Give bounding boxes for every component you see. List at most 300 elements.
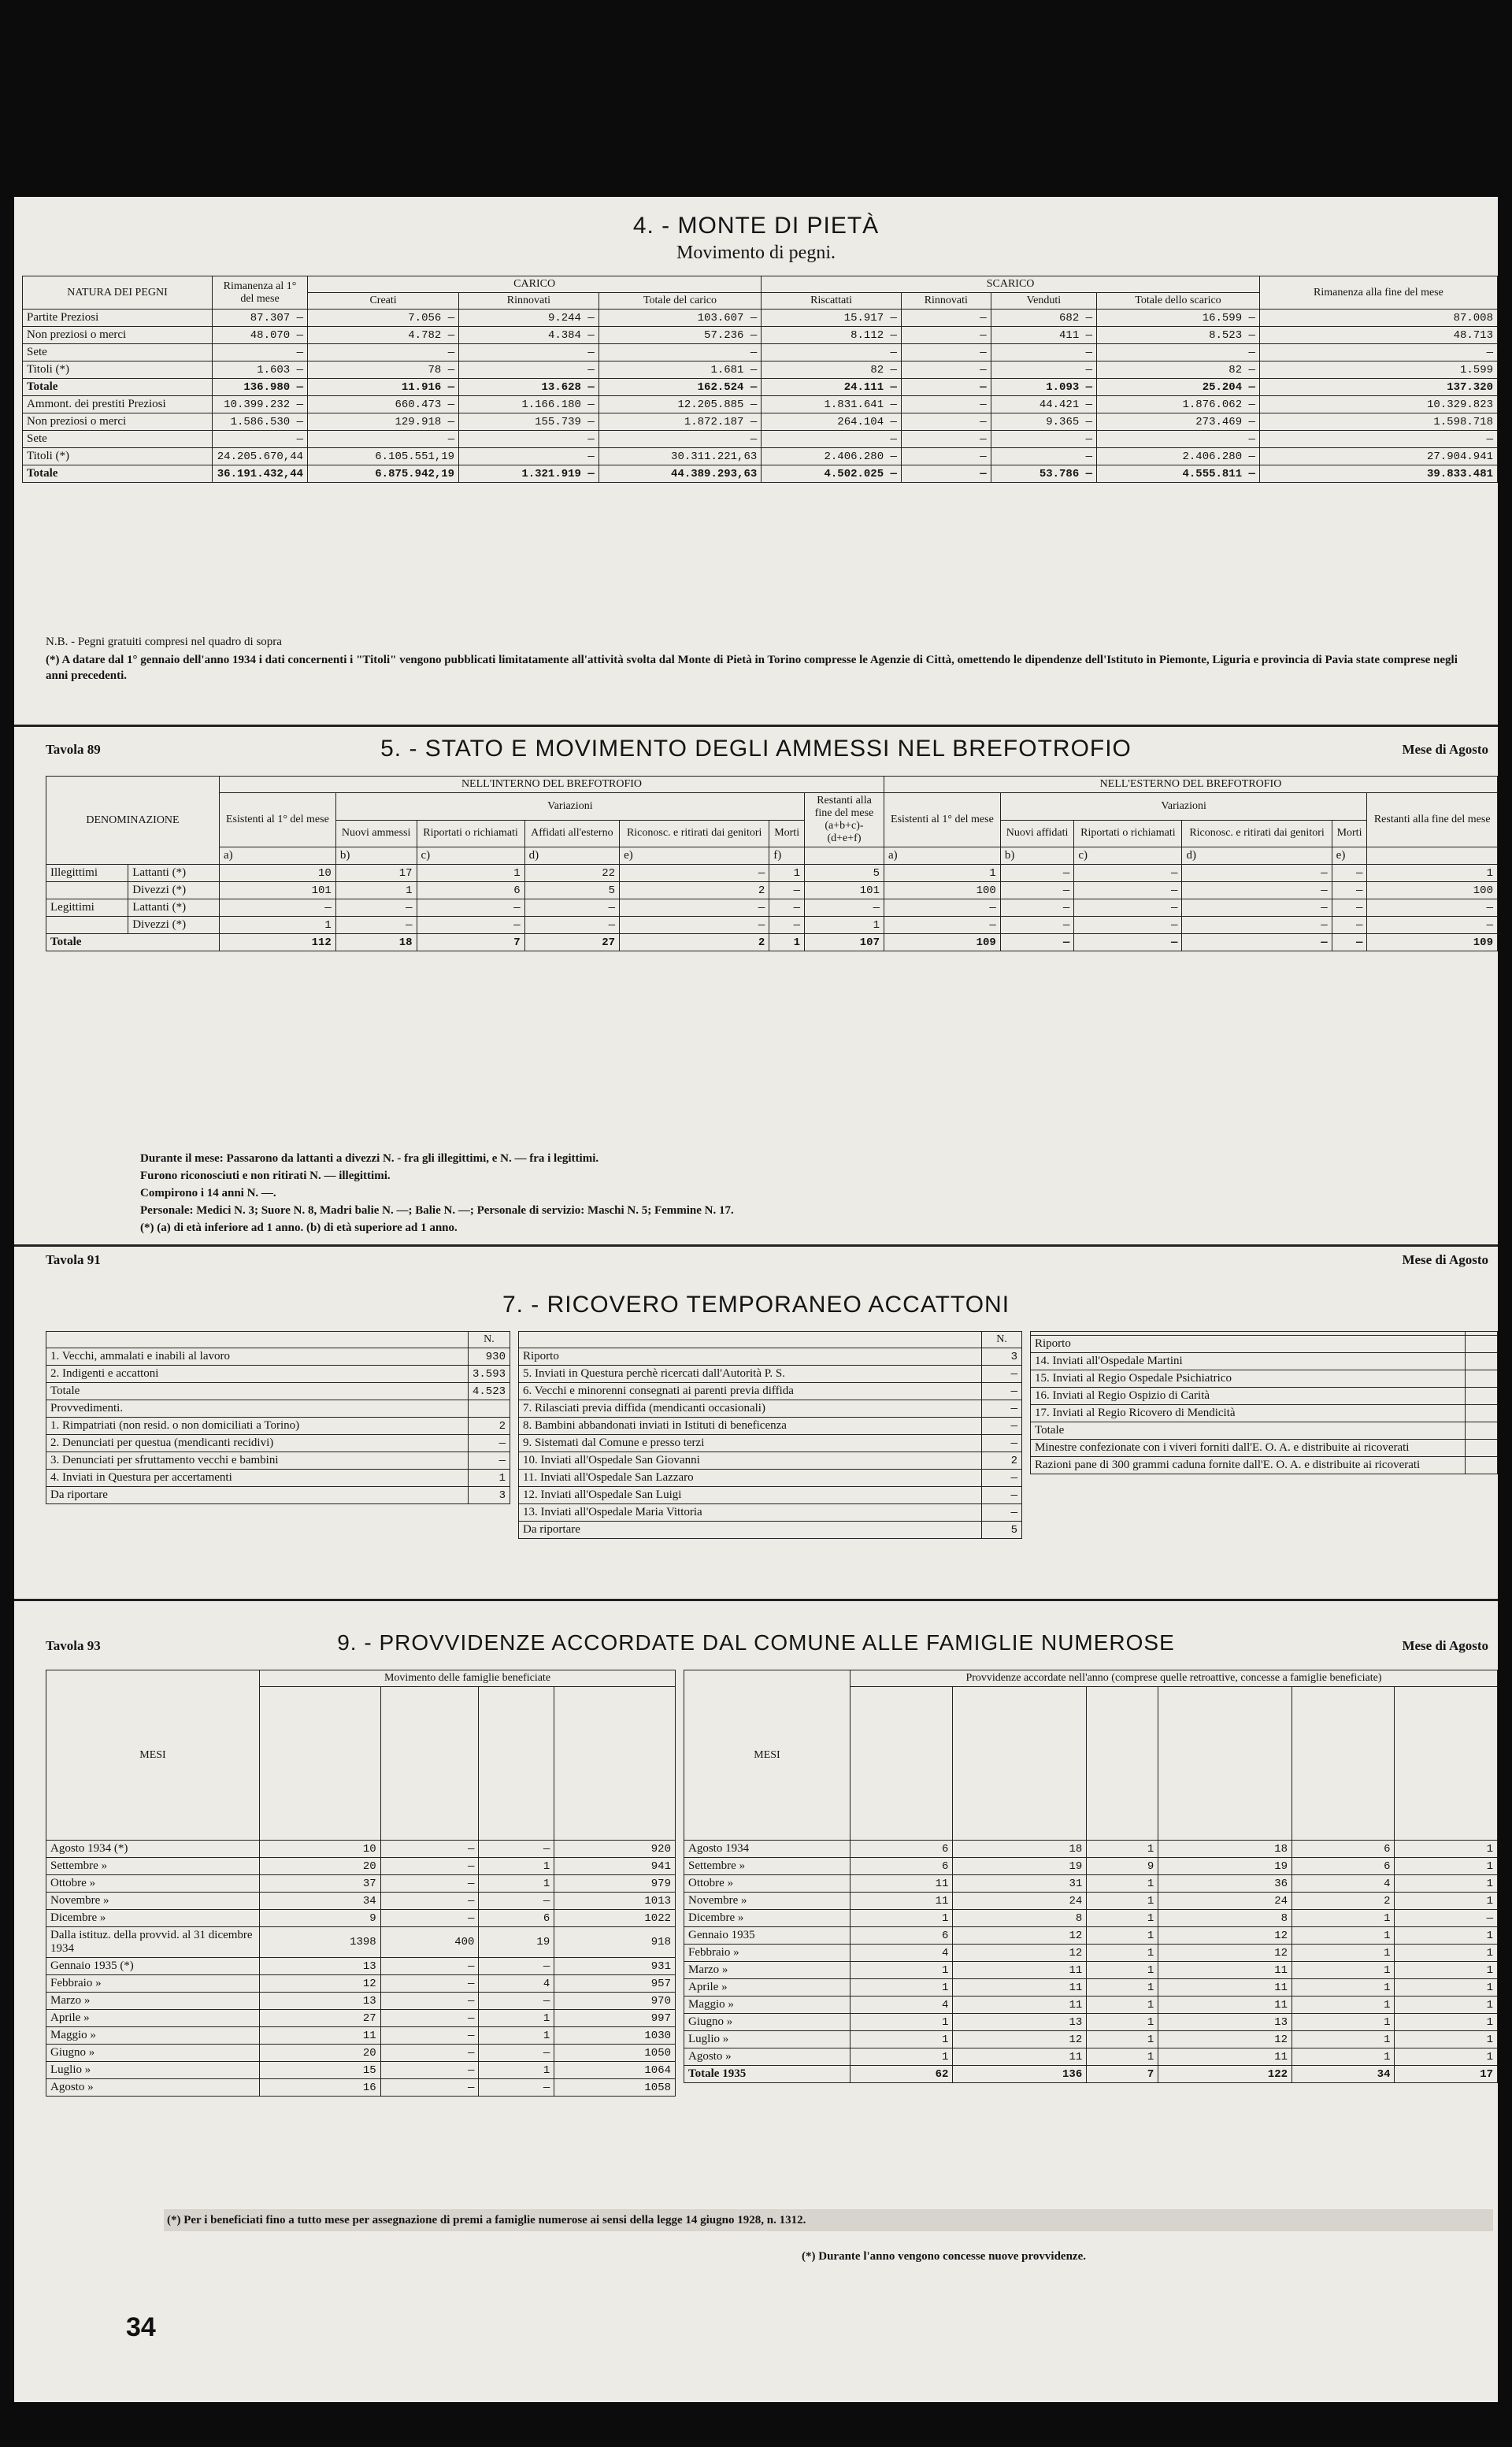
table-cell: — bbox=[380, 1841, 479, 1858]
table-cell: 31 bbox=[953, 1875, 1087, 1893]
col-provvidenze: Provvidenze accordate nell'anno (comprese quelle retroattive, concesse a famiglie beneficiate) bbox=[850, 1670, 1498, 1687]
table-cell: — bbox=[213, 344, 308, 361]
table-cell: 1 bbox=[479, 1858, 554, 1875]
table-cell: — bbox=[1332, 917, 1367, 934]
list-row bbox=[46, 1383, 510, 1400]
table-cell: — bbox=[884, 899, 1001, 917]
table-cell: Novembre » bbox=[684, 1893, 850, 1910]
total-row bbox=[23, 465, 1498, 483]
row-label: Totale bbox=[1031, 1422, 1466, 1440]
row-label: 13. Inviati all'Ospedale Maria Vittoria bbox=[519, 1504, 982, 1522]
total-cell: 13.628 — bbox=[459, 379, 599, 396]
table-cell: 1 bbox=[1395, 1997, 1498, 2014]
table-cell: 1 bbox=[1395, 1893, 1498, 1910]
table-cell: 273.469 — bbox=[1097, 413, 1260, 431]
row-value: 2 bbox=[982, 1452, 1022, 1470]
row-label: 14. Inviati all'Ospedale Martini bbox=[1031, 1353, 1466, 1370]
table-cell: 1 bbox=[1087, 1979, 1158, 1997]
table-cell: 12.205.885 — bbox=[598, 396, 762, 413]
table-cell: — bbox=[380, 1858, 479, 1875]
table-cell: — bbox=[459, 361, 599, 379]
table-cell: 1 bbox=[1292, 1945, 1395, 1962]
table-cell: 19 bbox=[953, 1858, 1087, 1875]
table-cell: — bbox=[901, 327, 991, 344]
table-cell: 4 bbox=[850, 1945, 953, 1962]
total-cell: 11.916 — bbox=[308, 379, 459, 396]
table-cell: 30.311.221,63 bbox=[598, 448, 762, 465]
accattoni-mid bbox=[518, 1331, 1022, 1539]
table-cell: 1 bbox=[1087, 1893, 1158, 1910]
total-cell: 18 bbox=[335, 934, 417, 951]
total-cell: 136 bbox=[953, 2066, 1087, 2083]
row-label: Sete bbox=[23, 344, 213, 361]
row-value bbox=[1466, 1422, 1498, 1440]
total-cell: Totale bbox=[23, 465, 213, 483]
table-cell: — bbox=[598, 344, 762, 361]
row-label: 12. Inviati all'Ospedale San Luigi bbox=[519, 1487, 982, 1504]
letter-cell bbox=[805, 847, 884, 865]
table-cell: — bbox=[620, 899, 769, 917]
total-cell: 27 bbox=[524, 934, 619, 951]
total-cell: 136.980 — bbox=[213, 379, 308, 396]
table-cell: 11 bbox=[1158, 1997, 1292, 2014]
table-cell: — bbox=[1074, 899, 1182, 917]
table-row bbox=[684, 2014, 1498, 2031]
row-value: 5 bbox=[982, 1522, 1022, 1539]
table-cell: — bbox=[380, 1975, 479, 1993]
table-cell: 5 bbox=[524, 882, 619, 899]
table-cell: 36 bbox=[1158, 1875, 1292, 1893]
row-label: 7. Rilasciati previa diffida (mendicanti occasionali) bbox=[519, 1400, 982, 1418]
table-cell: — bbox=[335, 917, 417, 934]
table-cell: 9 bbox=[1087, 1858, 1158, 1875]
table-row bbox=[46, 2079, 676, 2097]
table-cell: Legittimi bbox=[46, 899, 128, 917]
table-cell: 15.917 — bbox=[762, 310, 902, 327]
table-cell: 11 bbox=[953, 1997, 1087, 2014]
table-cell: 6.105.551,19 bbox=[308, 448, 459, 465]
table-cell: 11 bbox=[850, 1875, 953, 1893]
table-cell: 1 bbox=[1292, 1910, 1395, 1927]
table-cell: 8 bbox=[953, 1910, 1087, 1927]
table-cell: Febbraio » bbox=[684, 1945, 850, 1962]
table-cell: 1 bbox=[479, 2062, 554, 2079]
table-cell: Ottobre » bbox=[46, 1875, 260, 1893]
table-row bbox=[23, 310, 1498, 327]
accattoni-right bbox=[1030, 1331, 1498, 1474]
letters-row bbox=[46, 847, 1498, 865]
col-totale-carico: Totale del carico bbox=[598, 293, 762, 310]
table-row bbox=[46, 2062, 676, 2079]
row-value: 3 bbox=[982, 1348, 1022, 1366]
table-cell: 12 bbox=[953, 1945, 1087, 1962]
table-cell: 682 — bbox=[991, 310, 1096, 327]
table-cell: Agosto » bbox=[684, 2048, 850, 2066]
table-cell: — bbox=[213, 431, 308, 448]
total-cell: 122 bbox=[1158, 2066, 1292, 2083]
row-label: Titoli (*) bbox=[23, 361, 213, 379]
table-cell: 1 bbox=[1395, 2031, 1498, 2048]
table-cell: 2 bbox=[1292, 1893, 1395, 1910]
row-value bbox=[1466, 1405, 1498, 1422]
table-row bbox=[23, 396, 1498, 413]
table-cell: Dicembre » bbox=[684, 1910, 850, 1927]
col-rimanenza-fine: Rimanenza alla fine del mese bbox=[1259, 276, 1497, 310]
table-cell: 979 bbox=[554, 1875, 676, 1893]
table-cell: — bbox=[1097, 431, 1260, 448]
table-cell: 1 bbox=[1087, 1875, 1158, 1893]
sec4-title: 4. - MONTE DI PIETÀ bbox=[632, 213, 880, 239]
total-cell: 112 bbox=[219, 934, 335, 951]
table-row bbox=[684, 2031, 1498, 2048]
table-cell: Divezzi (*) bbox=[128, 917, 220, 934]
table-cell: 12 bbox=[953, 1927, 1087, 1945]
table-cell: — bbox=[380, 1958, 479, 1975]
col-denominazione: DENOMINAZIONE bbox=[46, 777, 220, 865]
table-cell: 9.244 — bbox=[459, 310, 599, 327]
table-cell: 411 — bbox=[991, 327, 1096, 344]
table-cell: 17 bbox=[335, 865, 417, 882]
table-cell: 1058 bbox=[554, 2079, 676, 2097]
sec5-mese: Mese di Agosto bbox=[1402, 742, 1488, 757]
table-cell: 87.008 bbox=[1259, 310, 1497, 327]
total-cell: 2 bbox=[620, 934, 769, 951]
total-cell: 137.320 bbox=[1259, 379, 1497, 396]
table-cell: 82 — bbox=[762, 361, 902, 379]
list-row bbox=[519, 1522, 1022, 1539]
row-value: — bbox=[982, 1418, 1022, 1435]
table-cell: 101 bbox=[219, 882, 335, 899]
sec5-notes bbox=[140, 1150, 1479, 1236]
table-row bbox=[46, 917, 1498, 934]
col-restanti-est: Restanti alla fine del mese bbox=[1367, 793, 1498, 847]
table-cell: 87.307 — bbox=[213, 310, 308, 327]
table-cell: 11 bbox=[1158, 1979, 1292, 1997]
table-cell: Ottobre » bbox=[684, 1875, 850, 1893]
table-cell: — bbox=[1182, 899, 1332, 917]
table-row bbox=[46, 882, 1498, 899]
table-cell: 957 bbox=[554, 1975, 676, 1993]
table-cell: — bbox=[991, 431, 1096, 448]
total-row bbox=[684, 2066, 1498, 2083]
total-cell: 4.555.811 — bbox=[1097, 465, 1260, 483]
table-cell: 22 bbox=[524, 865, 619, 882]
table-cell: 1 bbox=[1395, 1875, 1498, 1893]
table-cell: Maggio » bbox=[684, 1997, 850, 2014]
table-cell: 12 bbox=[953, 2031, 1087, 2048]
list-row bbox=[519, 1348, 1022, 1366]
table-cell: — bbox=[1182, 882, 1332, 899]
table-cell: — bbox=[524, 899, 619, 917]
table-cell: 78 — bbox=[308, 361, 459, 379]
table-row bbox=[684, 1945, 1498, 1962]
list-row bbox=[46, 1400, 510, 1418]
total-cell: 44.389.293,63 bbox=[598, 465, 762, 483]
total-cell: 109 bbox=[1367, 934, 1498, 951]
col-rimanenza-inizio: Rimanenza al 1° del mese bbox=[213, 276, 308, 310]
table-cell: Lattanti (*) bbox=[128, 865, 220, 882]
note-line: Durante il mese: Passarono da lattanti a divezzi N. - fra gli illegittimi, e N. — fra i legittimi. bbox=[140, 1152, 599, 1165]
sec5-body bbox=[46, 865, 1498, 951]
table-row bbox=[46, 1927, 676, 1958]
table-cell: — bbox=[1097, 344, 1260, 361]
table-cell: 10 bbox=[219, 865, 335, 882]
table-cell: — bbox=[335, 899, 417, 917]
row-value: 2 bbox=[468, 1418, 510, 1435]
table-cell: 13 bbox=[1158, 2014, 1292, 2031]
table-cell: 1.831.641 — bbox=[762, 396, 902, 413]
table-cell: Dicembre » bbox=[46, 1910, 260, 1927]
table-cell: — bbox=[1182, 865, 1332, 882]
table-cell: Settembre » bbox=[684, 1858, 850, 1875]
table-cell: 6 bbox=[850, 1841, 953, 1858]
sec7-mid bbox=[519, 1348, 1022, 1539]
col-n: N. bbox=[468, 1332, 510, 1348]
table-cell: 9.365 — bbox=[991, 413, 1096, 431]
row-value: 4.523 bbox=[468, 1383, 510, 1400]
table-cell: 1 bbox=[1292, 1979, 1395, 1997]
table-cell: Dalla istituz. della provvid. al 31 dicembre 1934 bbox=[46, 1927, 260, 1958]
table-cell: Aprile » bbox=[684, 1979, 850, 1997]
table-cell: 13 bbox=[260, 1958, 381, 1975]
table-cell: — bbox=[1259, 431, 1497, 448]
row-value: — bbox=[468, 1435, 510, 1452]
col-esist-est: Esistenti al 1° del mese bbox=[884, 793, 1001, 847]
table-cell: Divezzi (*) bbox=[128, 882, 220, 899]
row-label: Titoli (*) bbox=[23, 448, 213, 465]
list-row bbox=[46, 1470, 510, 1487]
table-cell: 19 bbox=[1158, 1858, 1292, 1875]
col-affidati: Affidati all'esterno bbox=[524, 820, 619, 847]
row-label: 8. Bambini abbandonati inviati in Istituti di beneficenza bbox=[519, 1418, 982, 1435]
table-row bbox=[684, 2048, 1498, 2066]
row-value: — bbox=[982, 1470, 1022, 1487]
table-cell: 1 bbox=[850, 1962, 953, 1979]
table-cell: 34 bbox=[260, 1893, 381, 1910]
table-cell: — bbox=[620, 865, 769, 882]
row-value bbox=[1466, 1370, 1498, 1388]
table-cell: — bbox=[901, 361, 991, 379]
monte-pieta-table bbox=[22, 276, 1498, 483]
table-cell: 16 bbox=[260, 2079, 381, 2097]
col-esterno: NELL'ESTERNO DEL BREFOTROFIO bbox=[884, 777, 1498, 793]
col-natura: NATURA DEI PEGNI bbox=[23, 276, 213, 310]
table-cell: — bbox=[762, 344, 902, 361]
table-cell: 6 bbox=[1292, 1841, 1395, 1858]
row-value: 3 bbox=[468, 1487, 510, 1504]
table-row bbox=[684, 1962, 1498, 1979]
table-cell: — bbox=[991, 344, 1096, 361]
table-cell: 1 bbox=[884, 865, 1001, 882]
table-cell: 1 bbox=[1395, 1927, 1498, 1945]
table-cell: 20 bbox=[260, 1858, 381, 1875]
table-cell: — bbox=[479, 1893, 554, 1910]
sec5-tavola: Tavola 89 bbox=[46, 742, 101, 757]
table-cell: 1064 bbox=[554, 2062, 676, 2079]
list-row bbox=[1031, 1353, 1498, 1370]
table-cell: 1 bbox=[1087, 1841, 1158, 1858]
row-label: 2. Indigenti e accattoni bbox=[46, 1366, 469, 1383]
table-row bbox=[684, 1910, 1498, 1927]
table-cell: Agosto » bbox=[46, 2079, 260, 2097]
total-cell: 7 bbox=[417, 934, 524, 951]
famiglie-left bbox=[46, 1670, 676, 2097]
table-row bbox=[684, 1875, 1498, 1893]
sec4-nb: N.B. - Pegni gratuiti compresi nel quadro di sopra bbox=[46, 636, 282, 648]
table-cell: 1.603 — bbox=[213, 361, 308, 379]
sec9-note1: (*) Per i beneficiati fino a tutto mese per assegnazione di premi a famiglie numerose ai sensi della legge 14 giugno 1928, n. 1312. bbox=[164, 2209, 1493, 2231]
table-cell: 1.598.718 bbox=[1259, 413, 1497, 431]
table-row bbox=[23, 344, 1498, 361]
table-cell: 400 bbox=[380, 1927, 479, 1958]
table-cell: — bbox=[1000, 917, 1073, 934]
letter-cell bbox=[1367, 847, 1498, 865]
row-value: — bbox=[982, 1366, 1022, 1383]
list-row bbox=[519, 1400, 1022, 1418]
table-cell: 44.421 — bbox=[991, 396, 1096, 413]
table-cell: — bbox=[762, 431, 902, 448]
row-label: 1. Rimpatriati (non resid. o non domiciliati a Torino) bbox=[46, 1418, 469, 1435]
col-totale-scarico: Totale dello scarico bbox=[1097, 293, 1260, 310]
table-cell: 11 bbox=[953, 1979, 1087, 1997]
table-cell: — bbox=[598, 431, 762, 448]
rule-2 bbox=[14, 1244, 1498, 1247]
list-row bbox=[46, 1487, 510, 1504]
table-cell: 12 bbox=[1158, 1927, 1292, 1945]
table-cell: 103.607 — bbox=[598, 310, 762, 327]
table-row bbox=[23, 413, 1498, 431]
table-cell: 1022 bbox=[554, 1910, 676, 1927]
table-row bbox=[46, 1893, 676, 1910]
row-value bbox=[1466, 1353, 1498, 1370]
table-cell: 37 bbox=[260, 1875, 381, 1893]
table-row bbox=[23, 361, 1498, 379]
table-cell: 100 bbox=[884, 882, 1001, 899]
table-cell: — bbox=[769, 899, 805, 917]
table-cell: 4 bbox=[850, 1997, 953, 2014]
table-cell: Agosto 1934 (*) bbox=[46, 1841, 260, 1858]
table-cell: Lattanti (*) bbox=[128, 899, 220, 917]
total-cell: 62 bbox=[850, 2066, 953, 2083]
row-label: Provvedimenti. bbox=[46, 1400, 469, 1418]
table-cell: 941 bbox=[554, 1858, 676, 1875]
table-cell: 48.070 — bbox=[213, 327, 308, 344]
table-row bbox=[684, 1893, 1498, 1910]
table-cell: 24.205.670,44 bbox=[213, 448, 308, 465]
list-row bbox=[1031, 1405, 1498, 1422]
total-cell: — bbox=[1182, 934, 1332, 951]
sec4-note: (*) A datare dal 1° gennaio dell'anno 1934 i dati concernenti i "Titoli" vengono pubblicati limitatamente all'attività svolta dal Monte di Pietà in Torino compresse le Agenzie di Città, omettendo le dipendenze dell'Istituto in Piemonte, Liguria e provincia di Pavia state comprese negli anni precedenti. bbox=[46, 654, 1458, 682]
table-cell: — bbox=[901, 344, 991, 361]
table-cell: — bbox=[1259, 344, 1497, 361]
table-cell: — bbox=[1074, 917, 1182, 934]
total-cell: 34 bbox=[1292, 2066, 1395, 2083]
table-cell: 1 bbox=[1292, 2048, 1395, 2066]
sec9-left bbox=[46, 1841, 676, 2097]
page-number: 34 bbox=[126, 2312, 156, 2342]
table-cell: 4 bbox=[479, 1975, 554, 1993]
table-cell: 1 bbox=[850, 2014, 953, 2031]
table-cell: 18 bbox=[953, 1841, 1087, 1858]
sec9-right bbox=[684, 1841, 1498, 2083]
row-label: 3. Denunciati per sfruttamento vecchi e bambini bbox=[46, 1452, 469, 1470]
total-cell: 17 bbox=[1395, 2066, 1498, 2083]
table-cell: — bbox=[380, 2045, 479, 2062]
table-cell: 82 — bbox=[1097, 361, 1260, 379]
list-row bbox=[1031, 1440, 1498, 1457]
table-cell: 5 bbox=[805, 865, 884, 882]
row-label: 11. Inviati all'Ospedale San Lazzaro bbox=[519, 1470, 982, 1487]
col-rinnovati: Rinnovati bbox=[459, 293, 599, 310]
table-cell: 6 bbox=[850, 1858, 953, 1875]
table-cell: — bbox=[1332, 865, 1367, 882]
letter-cell: c) bbox=[417, 847, 524, 865]
table-cell: 24 bbox=[1158, 1893, 1292, 1910]
table-cell: — bbox=[901, 448, 991, 465]
table-cell: 931 bbox=[554, 1958, 676, 1975]
table-cell: — bbox=[901, 310, 991, 327]
row-label: 15. Inviati al Regio Ospedale Psichiatrico bbox=[1031, 1370, 1466, 1388]
table-cell: 264.104 — bbox=[762, 413, 902, 431]
table-cell: 1 bbox=[1087, 2048, 1158, 2066]
table-cell: — bbox=[308, 431, 459, 448]
table-cell: 1 bbox=[1087, 1910, 1158, 1927]
row-label: 6. Vecchi e minorenni consegnati ai parenti previa diffida bbox=[519, 1383, 982, 1400]
table-cell: — bbox=[991, 448, 1096, 465]
table-cell: — bbox=[1000, 899, 1073, 917]
list-row bbox=[46, 1366, 510, 1383]
table-row bbox=[23, 448, 1498, 465]
table-cell: — bbox=[380, 1875, 479, 1893]
rule-1 bbox=[14, 725, 1498, 727]
total-cell: — bbox=[1332, 934, 1367, 951]
table-cell: — bbox=[769, 917, 805, 934]
table-cell: 15 bbox=[260, 2062, 381, 2079]
table-cell: — bbox=[901, 396, 991, 413]
list-row bbox=[519, 1470, 1022, 1487]
table-cell: 4 bbox=[1292, 1875, 1395, 1893]
table-cell: Giugno » bbox=[684, 2014, 850, 2031]
table-cell: 1 bbox=[1367, 865, 1498, 882]
table-cell: 1.872.187 — bbox=[598, 413, 762, 431]
table-cell: Gennaio 1935 (*) bbox=[46, 1958, 260, 1975]
table-cell: Marzo » bbox=[684, 1962, 850, 1979]
list-row bbox=[46, 1348, 510, 1366]
table-cell: Gennaio 1935 bbox=[684, 1927, 850, 1945]
table-cell: 12 bbox=[260, 1975, 381, 1993]
table-cell: — bbox=[769, 882, 805, 899]
row-label: Sete bbox=[23, 431, 213, 448]
letter-cell: a) bbox=[884, 847, 1001, 865]
table-row bbox=[23, 431, 1498, 448]
table-cell: 6 bbox=[1292, 1858, 1395, 1875]
list-row bbox=[519, 1418, 1022, 1435]
table-cell: Marzo » bbox=[46, 1993, 260, 2010]
table-cell: Febbraio » bbox=[46, 1975, 260, 1993]
table-cell: 1 bbox=[1087, 1927, 1158, 1945]
table-cell: 1 bbox=[1292, 2031, 1395, 2048]
row-value bbox=[1466, 1336, 1498, 1353]
table-cell: 11 bbox=[850, 1893, 953, 1910]
table-cell: 8 bbox=[1158, 1910, 1292, 1927]
col-riportati-est: Riportati o richiamati bbox=[1074, 820, 1182, 847]
col-interno: NELL'INTERNO DEL BREFOTROFIO bbox=[219, 777, 884, 793]
col-creati: Creati bbox=[308, 293, 459, 310]
total-row bbox=[46, 934, 1498, 951]
table-cell: 13 bbox=[260, 1993, 381, 2010]
col-restanti-int: Restanti alla fine del mese (a+b+c)-(d+e+f) bbox=[805, 793, 884, 847]
row-label: Da riportare bbox=[519, 1522, 982, 1539]
